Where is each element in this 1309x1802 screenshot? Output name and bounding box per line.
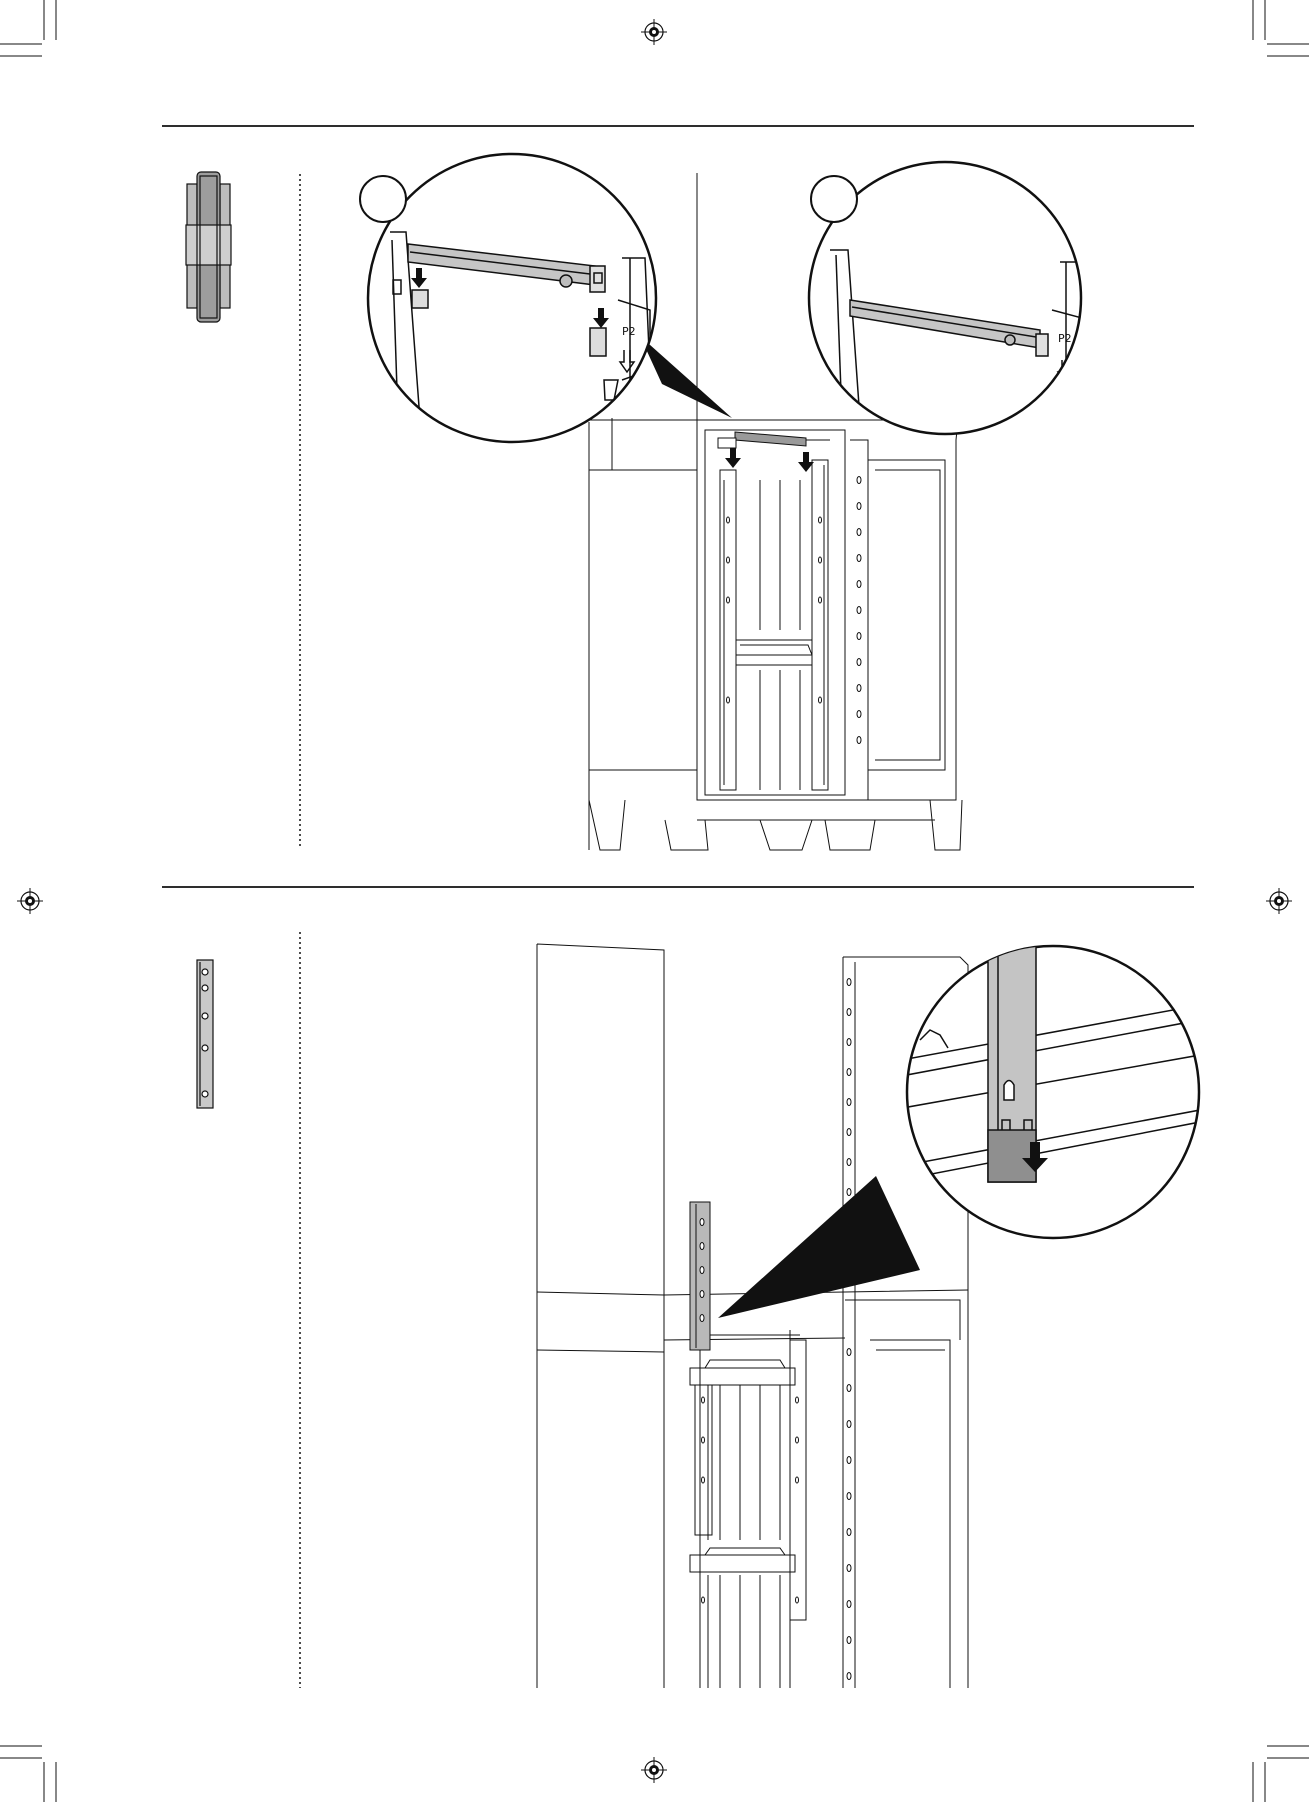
registration-mark-top bbox=[641, 19, 667, 45]
step2-upright-being-installed bbox=[690, 1202, 710, 1350]
registration-mark-bottom bbox=[641, 1757, 667, 1783]
part-icon-perforated-upright bbox=[197, 960, 213, 1108]
detail-circle-left bbox=[360, 154, 656, 442]
detail-right-p2-label: P2 bbox=[1058, 332, 1072, 345]
part-icon-double-rail bbox=[186, 172, 231, 322]
detail-circle-bottom bbox=[880, 930, 1200, 1238]
step2-upright-holes bbox=[702, 979, 852, 1680]
detail-left-marker bbox=[360, 176, 406, 222]
registration-mark-right bbox=[1266, 888, 1292, 914]
step1-upright-holes bbox=[727, 477, 862, 744]
detail-circle-right bbox=[809, 162, 1086, 434]
step2-cabinet-drawing bbox=[537, 944, 968, 1688]
step1-main-arrows bbox=[725, 448, 814, 472]
step1-callout-wedge bbox=[640, 336, 732, 418]
detail-right-marker bbox=[811, 176, 857, 222]
step2-callout-wedge bbox=[718, 1176, 920, 1318]
detail-left-p2-label: P2 bbox=[622, 325, 636, 338]
registration-mark-left bbox=[17, 888, 43, 914]
